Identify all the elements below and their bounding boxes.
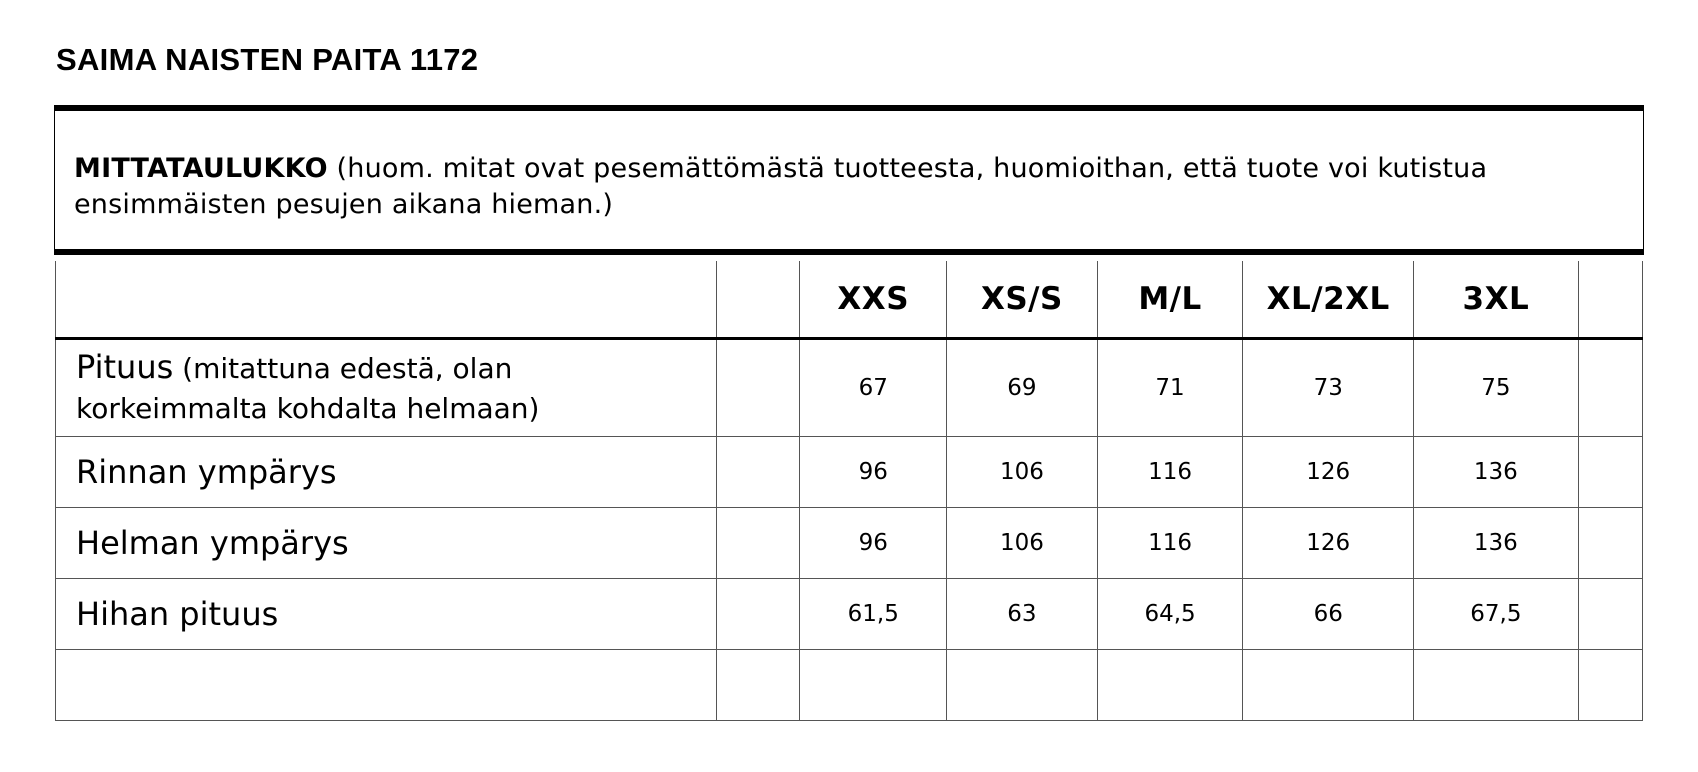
size-header-xl-2xl: XL/2XL [1243,261,1414,339]
note-heading: MITTATAULUKKO [74,153,328,184]
size-chart-table [55,261,1643,721]
table-cell: 64,5 [1097,579,1243,650]
row-label-note-line2: korkeimmalta kohdalta helmaan) [76,392,540,425]
empty-cell [800,650,947,721]
table-cell: 67 [800,339,947,437]
table-header-row [56,261,1643,339]
header-cell-empty [717,261,800,339]
empty-cell [717,437,800,508]
empty-cell [717,508,800,579]
empty-cell [1578,437,1642,508]
empty-cell [1578,650,1642,721]
table-cell: 126 [1243,437,1414,508]
row-label-note-line1: (mitattuna edestä, olan [173,352,513,385]
table-cell: 73 [1243,339,1414,437]
row-label: Rinnan ympärys [56,437,717,508]
size-header-m-l: M/L [1097,261,1243,339]
empty-cell [1414,650,1578,721]
table-cell: 106 [947,508,1098,579]
table-cell: 136 [1414,508,1578,579]
table-cell: 71 [1097,339,1243,437]
empty-cell [717,650,800,721]
empty-cell [1243,650,1414,721]
empty-cell [1578,579,1642,650]
empty-cell [947,650,1098,721]
empty-cell [717,339,800,437]
table-cell: 63 [947,579,1098,650]
empty-cell [56,650,717,721]
empty-cell [1578,508,1642,579]
table-cell: 67,5 [1414,579,1578,650]
header-cell-empty [56,261,717,339]
table-cell: 106 [947,437,1098,508]
page-title: SAIMA NAISTEN PAITA 1172 [56,42,479,77]
header-cell-empty [1578,261,1642,339]
table-row [56,508,1643,579]
table-cell: 96 [800,437,947,508]
table-cell: 75 [1414,339,1578,437]
empty-cell [1578,339,1642,437]
table-row [56,339,1643,437]
size-header-xs-s: XS/S [947,261,1098,339]
measurement-note [74,151,1629,223]
size-header-xxs: XXS [800,261,947,339]
table-cell: 69 [947,339,1098,437]
empty-cell [1097,650,1243,721]
size-header-3xl: 3XL [1414,261,1578,339]
row-label: Helman ympärys [56,508,717,579]
note-text-line2: ensimmäisten pesujen aikana hieman.) [74,189,614,220]
table-cell: 96 [800,508,947,579]
table-row-empty [56,650,1643,721]
row-label-main: Pituus [76,348,174,386]
row-label [56,339,717,437]
table-row [56,579,1643,650]
measurement-note-box [54,105,1644,255]
table-cell: 66 [1243,579,1414,650]
table-cell: 61,5 [800,579,947,650]
table-cell: 126 [1243,508,1414,579]
row-label: Hihan pituus [56,579,717,650]
table-cell: 136 [1414,437,1578,508]
table-cell: 116 [1097,508,1243,579]
table-row [56,437,1643,508]
empty-cell [717,579,800,650]
table-cell: 116 [1097,437,1243,508]
note-text-line1: (huom. mitat ovat pesemättömästä tuotteesta, huomioithan, että tuote voi kutistua [327,153,1488,184]
